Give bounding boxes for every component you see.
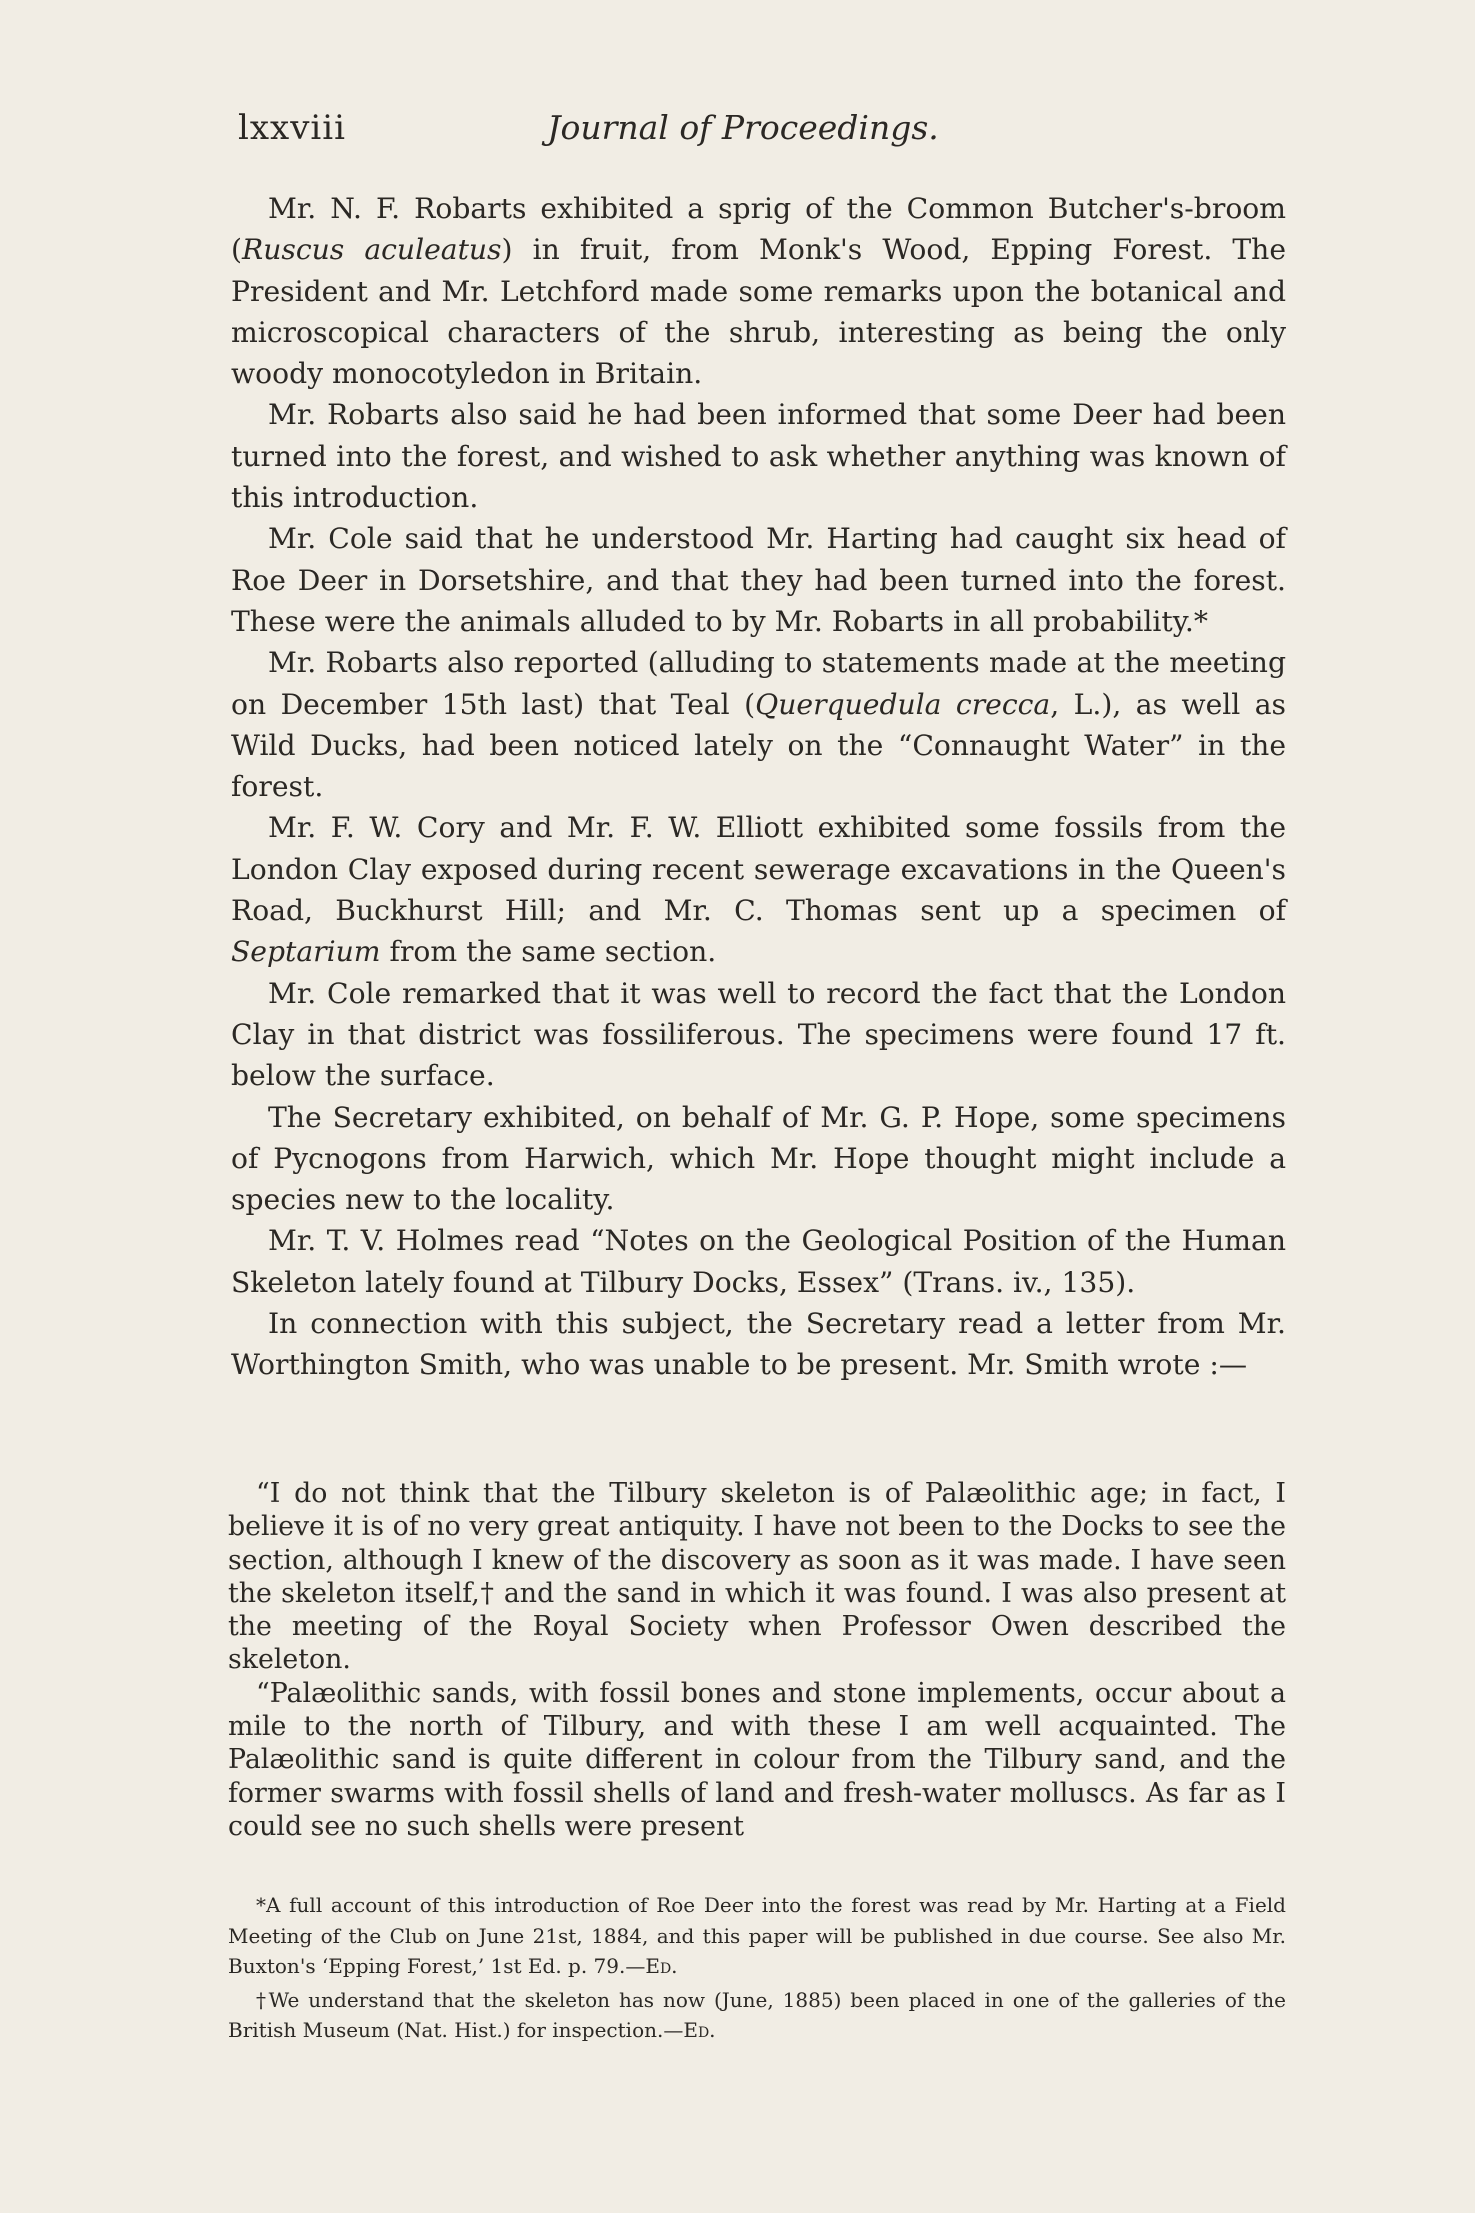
page-number: lxxviii — [238, 108, 347, 148]
paragraph: Mr. N. F. Robarts exhibited a sprig of the Common Butcher's-broom (Ruscus aculeatus) in fruit, from Monk's Wood, Epping Forest. The President and Mr. Letchford made some remarks upon the botanical and microscopical characters of the shrub, interesting as being the only woody monocotyledon in Britain. — [231, 192, 1286, 391]
paragraph: In connection with this subject, the Secretary read a letter from Mr. Worthington Smith, who was unable to be present. Mr. Smith wrote :— — [231, 1307, 1286, 1382]
quoted-letter — [228, 1477, 1286, 1843]
letter-paragraph: “Palæolithic sands, with fossil bones and stone implements, occur about a mile to the north of Tilbury, and with these I am well acquainted. The Palæolithic sand is quite different in colour from the Tilbury sand, and the former swarms with fossil shells of land and fresh-water molluscs. As far as I could see no such shells were present — [228, 1677, 1286, 1842]
paragraph: Mr. Cole remarked that it was well to record the fact that the London Clay in that district was fossiliferous. The specimens were found 17 ft. below the surface. — [231, 976, 1286, 1093]
body-text — [231, 188, 1286, 1386]
page — [228, 0, 1286, 2213]
paragraph: Mr. Robarts also said he had been informed that some Deer had been turned into the forest, and wished to ask whether anything was known of this introduction. — [231, 398, 1286, 515]
paragraph: Mr. F. W. Cory and Mr. F. W. Elliott exhibited some fossils from the London Clay exposed during recent sewerage excavations in the Queen's Road, Buckhurst Hill; and Mr. C. Thomas sent up a specimen of Septarium from the same section. — [231, 811, 1286, 969]
footnote: *A full account of this introduction of Roe Deer into the forest was read by Mr. Harting at a Field Meeting of the Club on June 21st, 1884, and this paper will be published in due course. See also Mr. Buxton's ‘Epping Forest,’ 1st Ed. p. 79.—Ed. — [228, 1893, 1286, 1978]
footnote: †We understand that the skeleton has now (June, 1885) been placed in one of the galleries of the British Museum (Nat. Hist.) for inspection.—Ed. — [228, 1987, 1286, 2042]
running-title: Journal of Proceedings. — [547, 108, 939, 147]
page-header — [238, 108, 1248, 168]
letter-paragraph: “I do not think that the Tilbury skeleton is of Palæolithic age; in fact, I believe it is of no very great antiquity. I have not been to the Docks to see the section, although I knew of the discovery as soon as it was made. I have seen the skeleton itself,† and the sand in which it was found. I was also present at the meeting of the Royal Society when Professor Owen described the skeleton. — [228, 1478, 1286, 1676]
footnotes — [228, 1890, 1286, 2049]
paragraph: Mr. Robarts also reported (alluding to statements made at the meeting on December 15th last) that Teal (Querquedula crecca, L.), as well as Wild Ducks, had been noticed lately on the “Connaught Water” in the forest. — [231, 646, 1286, 804]
paragraph: Mr. T. V. Holmes read “Notes on the Geological Position of the Human Skeleton lately found at Tilbury Docks, Essex” (Trans. iv., 135). — [231, 1224, 1286, 1299]
paragraph: Mr. Cole said that he understood Mr. Harting had caught six head of Roe Deer in Dorsetshire, and that they had been turned into the forest. These were the animals alluded to by Mr. Robarts in all probability.* — [231, 522, 1286, 638]
paragraph: The Secretary exhibited, on behalf of Mr. G. P. Hope, some specimens of Pycnogons from Harwich, which Mr. Hope thought might include a species new to the locality. — [231, 1100, 1286, 1217]
